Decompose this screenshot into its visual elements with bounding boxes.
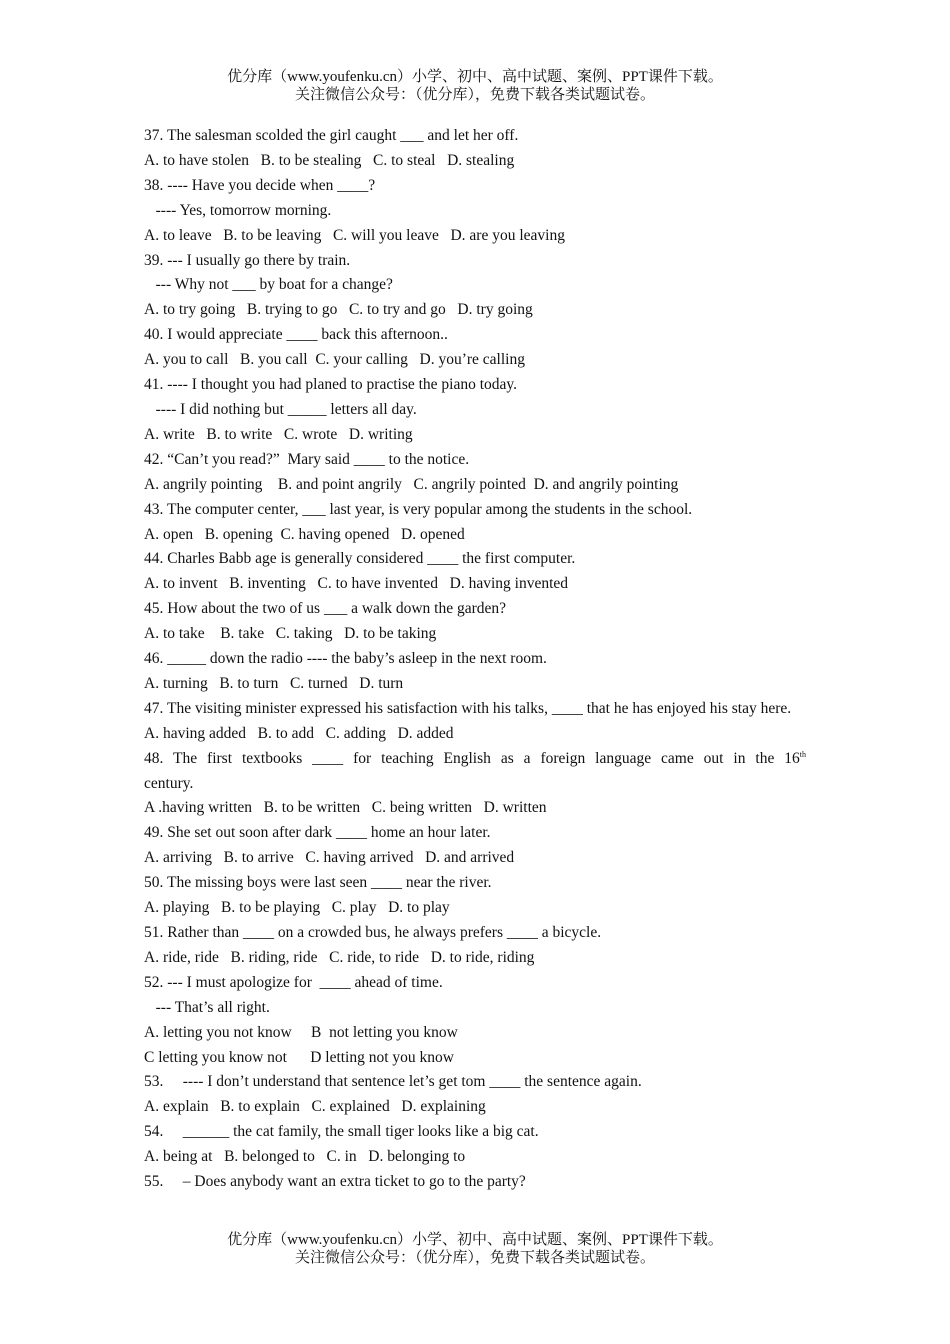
question-52: 52. --- I must apologize for ____ ahead of time. xyxy=(144,973,443,991)
question-55: 55. – Does anybody want an extra ticket to go to the party? xyxy=(144,1173,526,1191)
question-37: 37. The salesman scolded the girl caught ___ and let her off. xyxy=(144,127,519,144)
options-37: A. to have stolen B. to be stealing C. to steal D. stealing xyxy=(144,151,515,169)
options-53: A. explain B. to explain C. explained D. explaining xyxy=(144,1098,486,1116)
question-51: 51. Rather than ____ on a crowded bus, he always prefers ____ a bicycle. xyxy=(144,924,602,941)
question-46: 46. _____ down the radio ---- the baby’s asleep in the next room. xyxy=(144,650,547,668)
question-45: 45. How about the two of us ___ a walk down the garden? xyxy=(144,600,507,618)
question-52-reply: --- That’s all right. xyxy=(144,998,270,1016)
options-46: A. turning B. to turn C. turned D. turn xyxy=(144,674,404,692)
question-48 xyxy=(144,747,806,772)
question-43: 43. The computer center, ___ last year, is very popular among the students in the school. xyxy=(144,500,693,518)
options-48: A .having written B. to be written C. being written D. written xyxy=(144,799,547,817)
question-47: 47. The visiting minister expressed his satisfaction with his talks, ____ that he has enjoyed his stay here. xyxy=(144,699,792,717)
options-47: A. having added B. to add C. adding D. added xyxy=(144,724,454,742)
question-48-continued: century. xyxy=(144,774,194,792)
question-38-reply: ---- Yes, tomorrow morning. xyxy=(144,201,332,219)
page-footer xyxy=(0,1231,950,1267)
question-40: 40. I would appreciate ____ back this afternoon.. xyxy=(144,326,448,344)
options-49: A. arriving B. to arrive C. having arrived D. and arrived xyxy=(144,849,515,867)
page-header xyxy=(0,68,950,104)
options-39: A. to try going B. trying to go C. to try and go D. try going xyxy=(144,301,533,319)
options-43: A. open B. opening C. having opened D. opened xyxy=(144,525,465,543)
question-54: 54. ______ the cat family, the small tiger looks like a big cat. xyxy=(144,1123,539,1141)
options-45: A. to take B. take C. taking D. to be taking xyxy=(144,625,437,643)
question-39: 39. --- I usually go there by train. xyxy=(144,251,351,269)
question-41-reply: ---- I did nothing but _____ letters all day. xyxy=(144,400,417,418)
options-51: A. ride, ride B. riding, ride C. ride, to ride D. to ride, riding xyxy=(144,948,535,966)
question-53: 53. ---- I don’t understand that sentence let’s get tom ____ the sentence again. xyxy=(144,1073,642,1091)
options-44: A. to invent B. inventing C. to have invented D. having invented xyxy=(144,575,569,593)
question-42: 42. “Can’t you read?” Mary said ____ to the notice. xyxy=(144,450,470,468)
question-list xyxy=(144,124,806,1195)
question-41: 41. ---- I thought you had planed to practise the piano today. xyxy=(144,376,518,394)
options-54: A. being at B. belonged to C. in D. belonging to xyxy=(144,1148,466,1166)
footer-line-2: 关注微信公众号：（优分库），免费下载各类试题试卷。 xyxy=(294,1250,655,1266)
question-38: 38. ---- Have you decide when ____? xyxy=(144,176,376,194)
ordinal-suffix: th xyxy=(799,749,806,759)
question-49: 49. She set out soon after dark ____ home an hour later. xyxy=(144,824,491,842)
options-50: A. playing B. to be playing C. play D. to play xyxy=(144,899,450,917)
options-52-cd: C letting you know not D letting not you know xyxy=(144,1048,454,1066)
options-38: A. to leave B. to be leaving C. will you leave D. are you leaving xyxy=(144,226,565,244)
question-50: 50. The missing boys were last seen ____ near the river. xyxy=(144,874,492,892)
header-line-2: 关注微信公众号：（优分库），免费下载各类试题试卷。 xyxy=(294,87,655,103)
question-44: 44. Charles Babb age is generally considered ____ the first computer. xyxy=(144,550,576,568)
question-48-text: 48. The first textbooks ____ for teaching English as a foreign language came out in the 16 xyxy=(144,749,800,767)
footer-line-1: 优分库（www.youfenku.cn）小学、初中、高中试题、案例、PPT课件下载。 xyxy=(227,1232,723,1248)
question-39-reply: --- Why not ___ by boat for a change? xyxy=(144,276,393,294)
options-40: A. you to call B. you call C. your calling D. you’re calling xyxy=(144,351,525,369)
header-line-1: 优分库（www.youfenku.cn）小学、初中、高中试题、案例、PPT课件下载。 xyxy=(227,69,723,85)
options-41: A. write B. to write C. wrote D. writing xyxy=(144,425,413,443)
options-52-ab: A. letting you not know B not letting you know xyxy=(144,1023,458,1041)
options-42: A. angrily pointing B. and point angrily C. angrily pointed D. and angrily pointing xyxy=(144,475,679,493)
